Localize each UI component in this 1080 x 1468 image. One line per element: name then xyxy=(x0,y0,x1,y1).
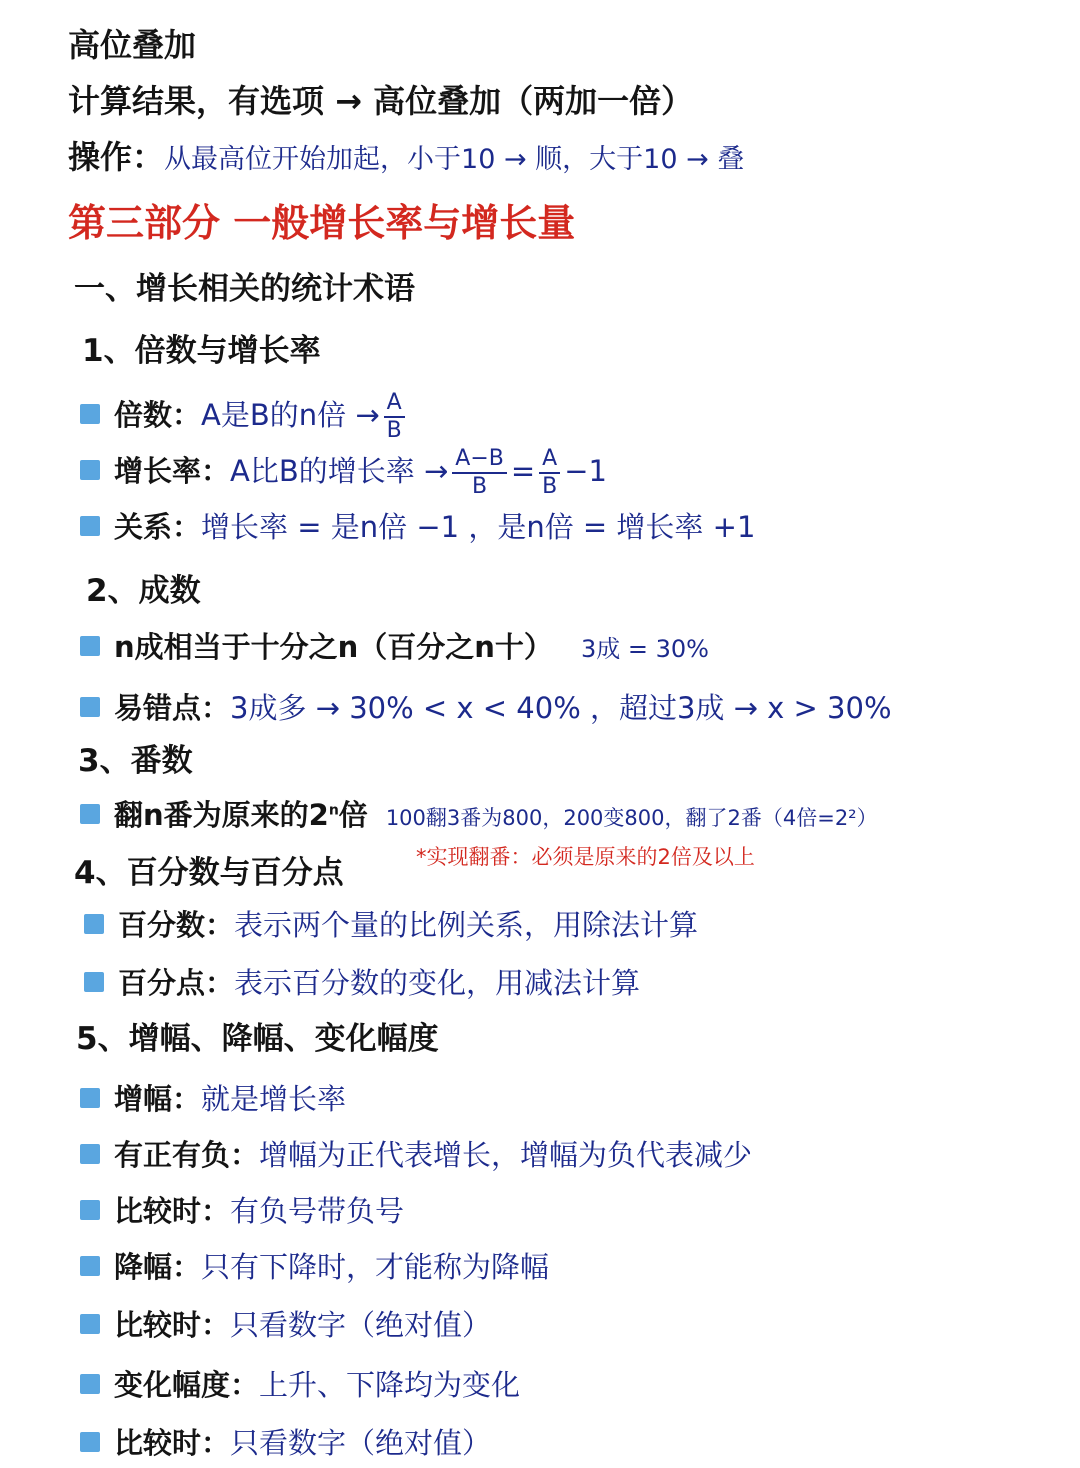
top-line-1: 计算结果，有选项 → 高位叠加（两加一倍） xyxy=(68,82,694,120)
operation-text: 从最高位开始加起，小于10 → 顺，大于10 → 叠 xyxy=(164,144,745,175)
equals-sign: = xyxy=(510,454,536,488)
item-label: 比较时： xyxy=(114,1426,231,1460)
item-tail: 倍 xyxy=(338,798,368,832)
item-text: 翻n番为原来的2 xyxy=(114,798,329,832)
item-text: 就是增长率 xyxy=(201,1082,347,1116)
blue-square-bullet-icon xyxy=(80,1144,100,1164)
item-label: 比较时： xyxy=(114,1308,231,1342)
item-text: 表示百分数的变化，用减法计算 xyxy=(234,966,641,1000)
item-label: 关系： xyxy=(114,510,202,544)
subsection-2-title: 2、成数 xyxy=(86,573,201,609)
blue-square-bullet-icon xyxy=(84,972,104,992)
fraction-numerator: A xyxy=(539,448,560,474)
fraction-denominator: B xyxy=(472,474,488,499)
section-1-title: 一、增长相关的统计术语 xyxy=(74,271,415,307)
item-text: 表示两个量的比例关系，用除法计算 xyxy=(234,908,699,942)
blue-square-bullet-icon xyxy=(80,804,100,824)
item-label: 增幅： xyxy=(114,1082,202,1116)
fraction xyxy=(384,392,405,442)
list-item xyxy=(80,1370,520,1402)
blue-square-bullet-icon xyxy=(80,1374,100,1394)
item-text: 增幅为正代表增长，增幅为负代表减少 xyxy=(259,1138,753,1172)
operation-label: 操作： xyxy=(68,138,165,176)
list-item xyxy=(80,632,709,664)
blue-square-bullet-icon xyxy=(80,1088,100,1108)
list-item xyxy=(84,910,698,942)
fraction xyxy=(452,448,507,498)
item-text: 有负号带负号 xyxy=(230,1194,405,1228)
item-text: 3成多 → 30% < x < 40% ，超过3成 → x > 30% xyxy=(230,691,892,725)
item-text: A比B的增长率 → xyxy=(230,454,449,488)
list-item xyxy=(80,392,409,442)
item-text: 只有下降时，才能称为降幅 xyxy=(201,1250,550,1284)
item-label: 百分点： xyxy=(118,966,235,1000)
fraction-denominator: B xyxy=(386,418,402,443)
item-label: 百分数： xyxy=(118,908,235,942)
item-text: A是B的n倍 → xyxy=(201,398,380,432)
subsection-3-title: 3、番数 xyxy=(78,743,193,779)
list-item xyxy=(80,1084,346,1116)
item-label: 比较时： xyxy=(114,1194,231,1228)
subsection-5-title: 5、增幅、降幅、变化幅度 xyxy=(76,1021,439,1057)
list-item xyxy=(80,1196,404,1228)
blue-square-bullet-icon xyxy=(80,460,100,480)
item-text: 上升、下降均为变化 xyxy=(259,1368,521,1402)
exponent: n xyxy=(328,802,339,819)
blue-square-bullet-icon xyxy=(84,914,104,934)
subsection-4-title: 4、百分数与百分点 xyxy=(74,855,344,891)
blue-square-bullet-icon xyxy=(80,636,100,656)
list-item xyxy=(80,800,878,832)
subsection-1-title: 1、倍数与增长率 xyxy=(82,333,321,369)
list-item xyxy=(80,1140,752,1172)
fraction xyxy=(539,448,560,498)
fraction-numerator: A−B xyxy=(452,448,507,474)
item-text: n成相当于十分之n（百分之n十） xyxy=(114,630,553,664)
blue-square-bullet-icon xyxy=(80,516,100,536)
list-item xyxy=(80,512,755,544)
blue-square-bullet-icon xyxy=(80,404,100,424)
list-item xyxy=(80,448,607,498)
list-item xyxy=(84,968,640,1000)
item-note: 100翻3番为800，200变800，翻了2番（4倍=2²） xyxy=(385,806,878,830)
item-label: 变化幅度： xyxy=(114,1368,260,1402)
list-item xyxy=(80,693,892,725)
item-text: 只看数字（绝对值） xyxy=(230,1426,492,1460)
top-operation xyxy=(68,140,744,175)
blue-square-bullet-icon xyxy=(80,1432,100,1452)
list-item xyxy=(80,1252,549,1284)
blue-square-bullet-icon xyxy=(80,697,100,717)
part3-title: 第三部分 一般增长率与增长量 xyxy=(68,201,576,245)
item-text: 增长率 = 是n倍 −1 ，是n倍 = 增长率 +1 xyxy=(201,510,756,544)
item-text: 只看数字（绝对值） xyxy=(230,1308,492,1342)
fraction-numerator: A xyxy=(384,392,405,418)
item-note: 3成 = 30% xyxy=(580,635,709,663)
item-label: 增长率： xyxy=(114,454,231,488)
doubling-warning: *实现翻番：必须是原来的2倍及以上 xyxy=(416,845,755,869)
item-label: 有正有负： xyxy=(114,1138,260,1172)
minus-one: −1 xyxy=(564,454,607,488)
item-label: 降幅： xyxy=(114,1250,202,1284)
list-item xyxy=(80,1428,491,1460)
item-label: 易错点： xyxy=(114,691,231,725)
list-item xyxy=(80,1310,491,1342)
top-title: 高位叠加 xyxy=(68,26,197,64)
fraction-denominator: B xyxy=(542,474,558,499)
blue-square-bullet-icon xyxy=(80,1314,100,1334)
blue-square-bullet-icon xyxy=(80,1200,100,1220)
blue-square-bullet-icon xyxy=(80,1256,100,1276)
item-label: 倍数： xyxy=(114,398,202,432)
